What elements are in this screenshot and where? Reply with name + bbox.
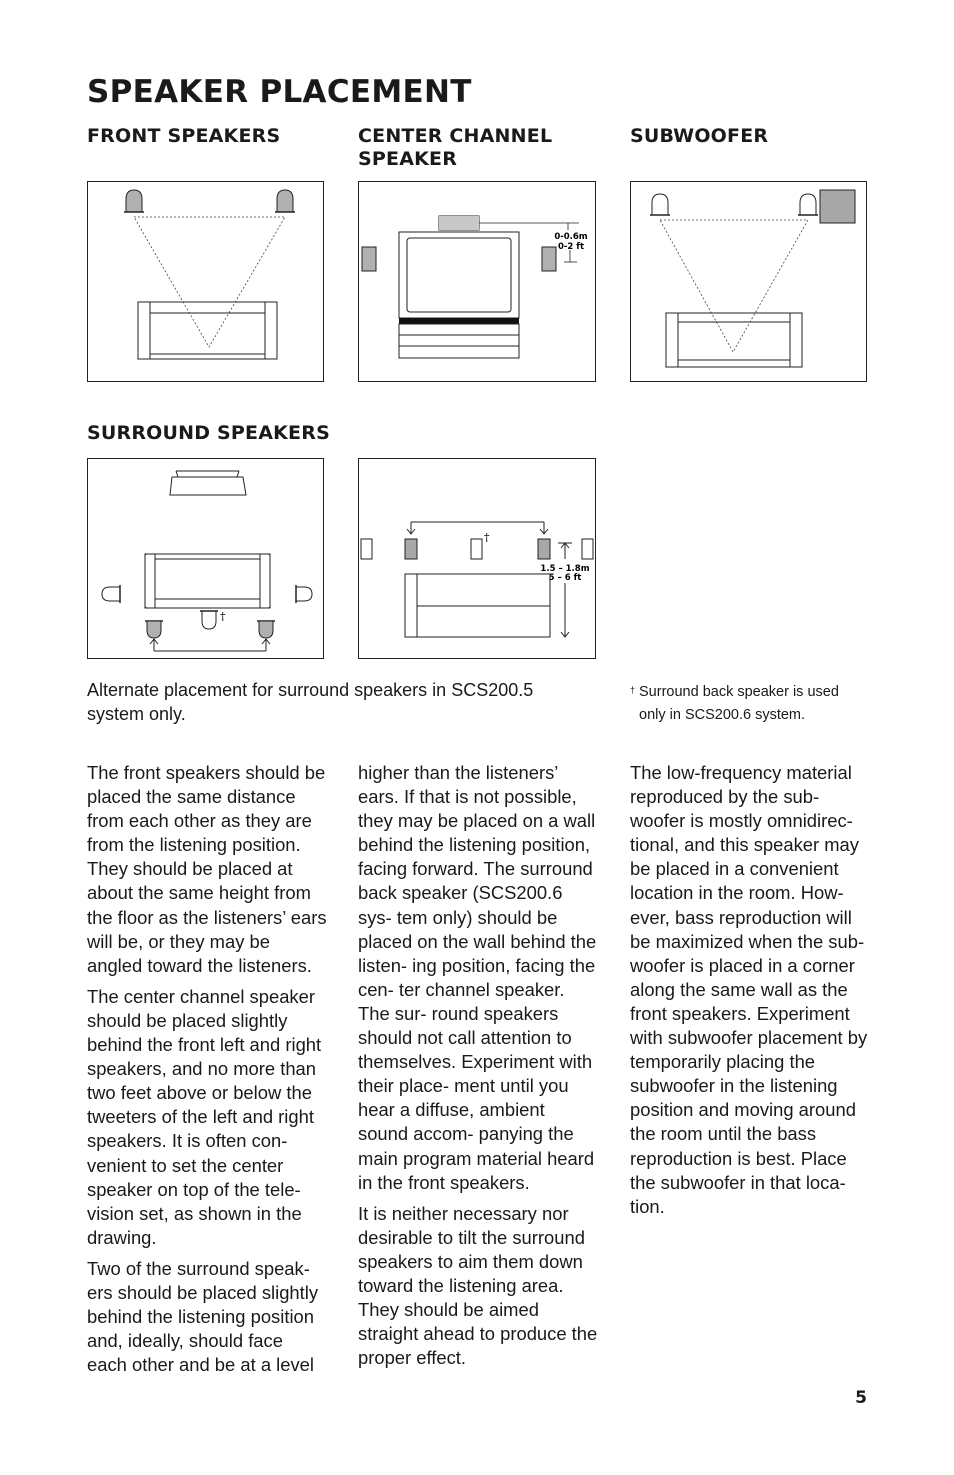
- left-speaker-icon: [362, 247, 376, 271]
- body-column-1: [87, 761, 327, 1384]
- television-icon: [399, 232, 519, 318]
- paragraph-center-speaker: The center channel speaker should be placed slightly behind the front left and right speakers, and no more than two feet above or below the tweeters of the left and right speakers. It is often con- venient to set the center speaker on top of the tele- vision set, as shown in the drawing.: [87, 985, 322, 1248]
- front-left-speaker-icon: [650, 194, 670, 215]
- footnote-text: Surround back speaker is used only in SCS200.6 system.: [639, 684, 839, 723]
- width-arrow: [150, 639, 270, 651]
- center-channel-diagram: [358, 181, 596, 382]
- page-number: 5: [855, 1388, 867, 1408]
- surround-dim-imperial: 5 – 6 ft: [548, 573, 582, 583]
- page-title: SPEAKER PLACEMENT: [87, 74, 472, 110]
- surround-right-speaker-icon: [538, 539, 550, 559]
- side-left-speaker-icon: [102, 585, 120, 603]
- right-speaker-icon: [542, 247, 556, 271]
- paragraph-subwoofer: The low-frequency material reproduced by the sub- woofer is mostly omnidirec- tional, and this speaker may be placed in a convenient location in the room. How- ever, bass reproduction will be maximized when the sub- woofer is placed in a corner along the same wall as the front speakers. Experiment with subwoofer placement by temporarily placing the subwoofer in the listening position and moving around the room until the bass reproduction is best. Place the subwoofer in that loca- tion.: [630, 762, 868, 1217]
- paragraph-front-speakers: The front speakers should be placed the same distance from each other as they are from the listening position. They should be placed at about the same height from the floor as the listeners’ ears will be, or they may be angled toward the listeners.: [87, 762, 327, 976]
- side-right-speaker-icon: [582, 539, 593, 559]
- couch-icon: [405, 574, 550, 637]
- listening-triangle: [134, 217, 285, 347]
- paragraph-surround-tilt: It is neither necessary nor desirable to tilt the surround speakers to aim them down toward the listening area. They should be aimed straight ahead to produce the proper effect.: [358, 1202, 598, 1369]
- surround-left-speaker-icon: [145, 621, 163, 638]
- surround-diagram-alternate: [358, 458, 596, 659]
- surround-right-speaker-icon: [257, 621, 275, 638]
- paragraph-surround-continued: higher than the listeners’ ears. If that is not possible, they may be placed on a wall behind the listening position, facing forward. The surround back speaker (SCS200.6 sys- tem only) should be placed on the wall behind the listen- ing position, facing the cen- ter channel speaker. The sur- round speakers should not call attention to themselves. Experiment with their place- ment until you hear a diffuse, ambient sound accom- panying the main program material heard in the front speakers.: [358, 762, 597, 1193]
- front-right-speaker-icon: [275, 190, 295, 212]
- side-right-speaker-icon: [296, 585, 312, 603]
- couch-icon: [138, 302, 277, 359]
- footnote: [630, 681, 860, 727]
- dagger-mark: †: [220, 610, 226, 623]
- body-column-2: [358, 761, 598, 1377]
- subwoofer-icon: [820, 190, 855, 223]
- couch-icon: [145, 554, 270, 608]
- couch-icon: [666, 313, 802, 367]
- surround-speakers-heading: SURROUND SPEAKERS: [87, 422, 330, 444]
- listening-triangle: [660, 220, 808, 352]
- surround-diagram-top: [87, 458, 324, 659]
- front-left-speaker-icon: [124, 190, 144, 212]
- center-speaker-icon: [170, 471, 246, 495]
- height-arrow: [558, 543, 572, 637]
- surround-dim-metric: 1.5 – 1.8m: [540, 564, 590, 574]
- width-arrow: [407, 522, 548, 534]
- surround-back-speaker-icon: [200, 611, 218, 629]
- alternate-placement-caption: Alternate placement for surround speakers in SCS200.5 system only.: [87, 680, 534, 724]
- front-speakers-heading: FRONT SPEAKERS: [87, 125, 281, 147]
- subwoofer-diagram: [630, 181, 867, 382]
- tv-stand-icon: [399, 324, 519, 358]
- center-dim-imperial: 0-2 ft: [557, 242, 585, 252]
- front-speakers-diagram: [87, 181, 324, 382]
- subwoofer-heading: SUBWOOFER: [630, 125, 769, 147]
- center-channel-heading: CENTER CHANNEL SPEAKER: [358, 125, 553, 170]
- body-column-3: [630, 761, 870, 1226]
- side-left-speaker-icon: [361, 539, 372, 559]
- center-dim-metric: 0-0.6m: [554, 232, 588, 242]
- front-right-speaker-icon: [798, 194, 818, 215]
- surround-back-speaker-icon: [471, 539, 482, 559]
- paragraph-surround-speakers: Two of the surround speak- ers should be placed slightly behind the listening position and, ideally, should face each other and be at a level: [87, 1257, 319, 1376]
- dagger-mark: †: [484, 531, 490, 544]
- footnote-mark: †: [630, 685, 636, 695]
- surround-left-speaker-icon: [405, 539, 417, 559]
